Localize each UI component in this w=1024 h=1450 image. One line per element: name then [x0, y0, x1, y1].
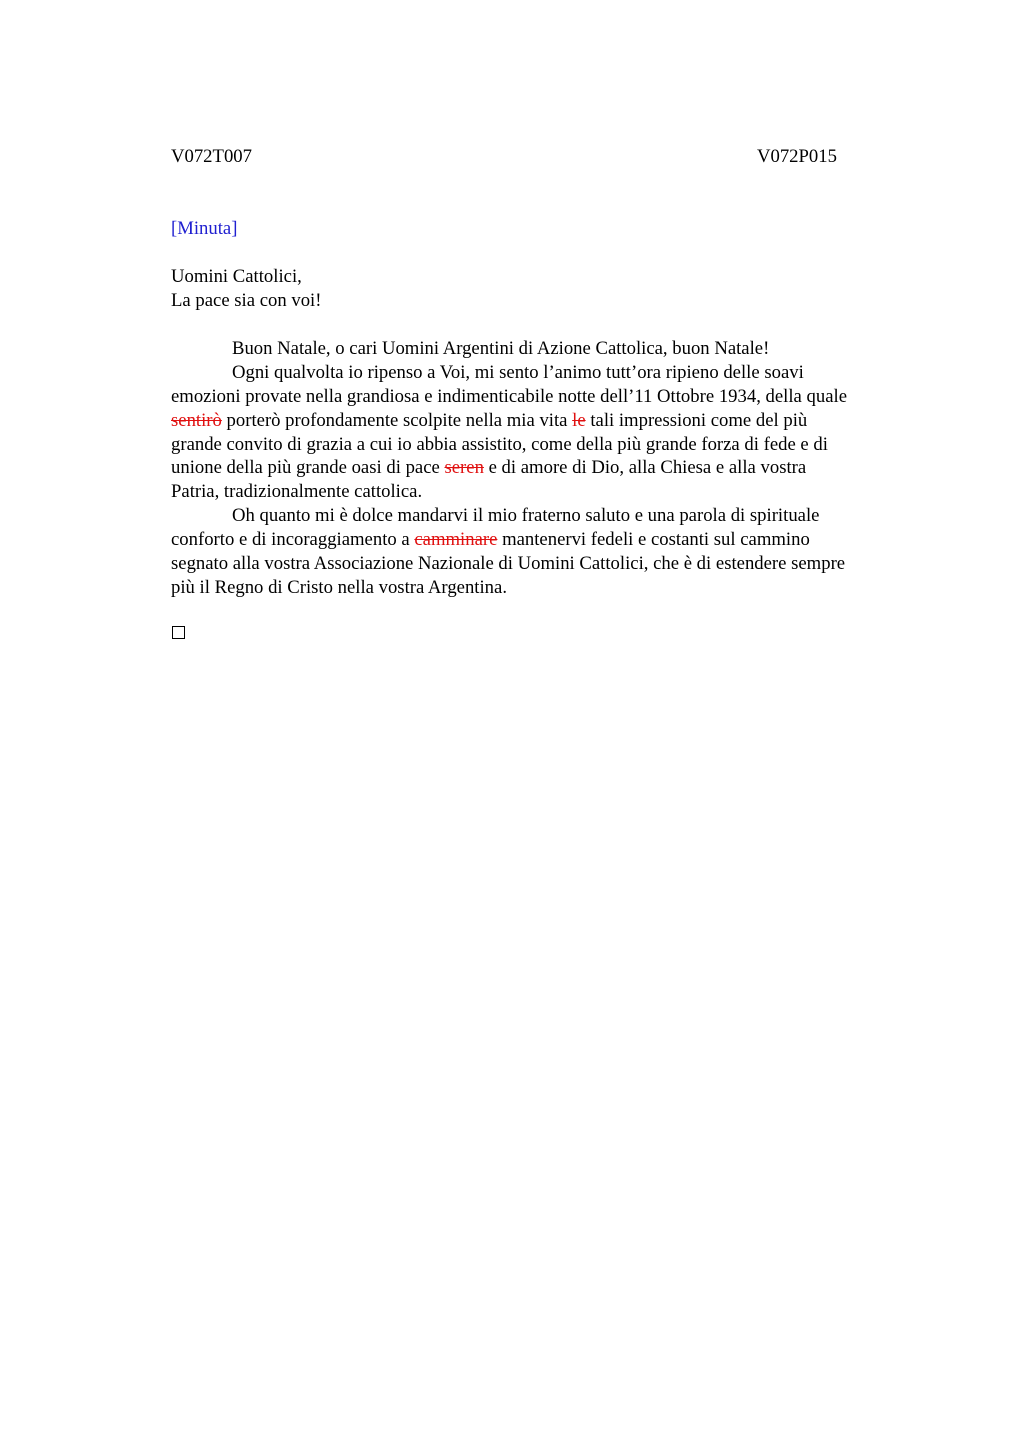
document-reference-right: V072P015: [757, 146, 837, 167]
deleted-word: le: [572, 409, 586, 431]
letter-body: [171, 337, 921, 600]
text-segment: mantenervi fedeli e costanti sul cammino: [497, 529, 810, 551]
deleted-word: camminare: [414, 529, 498, 551]
deleted-word: seren: [444, 457, 484, 479]
text-line: grande convito di grazia a cui io abbia assistito, come della più grande forza di fede e di: [171, 433, 828, 455]
text-line: Oh quanto mi è dolce mandarvi il mio fraterno saluto e una parola di spirituale: [232, 505, 820, 527]
text-line: Patria, tradizionalmente cattolica.: [171, 481, 423, 503]
text-line: [171, 456, 921, 480]
text-line: più il Regno di Cristo nella vostra Argentina.: [171, 576, 507, 598]
text-line: [171, 409, 921, 433]
text-segment: e di amore di Dio, alla Chiesa e alla vostra: [483, 457, 807, 479]
salutation: [171, 265, 321, 313]
text-line: segnato alla vostra Associazione Nazionale di Uomini Cattolici, che è di estendere sempre: [171, 553, 846, 575]
reference-header: [171, 145, 921, 169]
text-segment: tali impressioni come del più: [585, 409, 808, 431]
text-segment: porterò profondamente scolpite nella mia vita: [221, 409, 573, 431]
salutation-line: Uomini Cattolici,: [171, 266, 302, 287]
text-line: [171, 528, 921, 552]
deleted-word: sentirò: [171, 409, 222, 431]
text-segment: conforto e di incoraggiamento a: [171, 529, 415, 551]
document-page: [171, 145, 921, 598]
document-reference-left: V072T007: [171, 146, 252, 167]
paragraph-christmas-greeting: Buon Natale, o cari Uomini Argentini di Azione Cattolica, buon Natale!: [232, 338, 770, 359]
text-line: emozioni provate nella grandiosa e indimenticabile notte dell’11 Ottobre 1934, della quale: [171, 385, 847, 407]
text-segment: unione della più grande oasi di pace: [171, 457, 445, 479]
square-outline-icon: [172, 626, 185, 639]
text-line: Ogni qualvolta io ripenso a Voi, mi sento l’animo tutt’ora ripieno delle soavi: [232, 361, 804, 383]
minuta-label: [Minuta]: [171, 218, 238, 239]
salutation-line: La pace sia con voi!: [171, 290, 322, 311]
